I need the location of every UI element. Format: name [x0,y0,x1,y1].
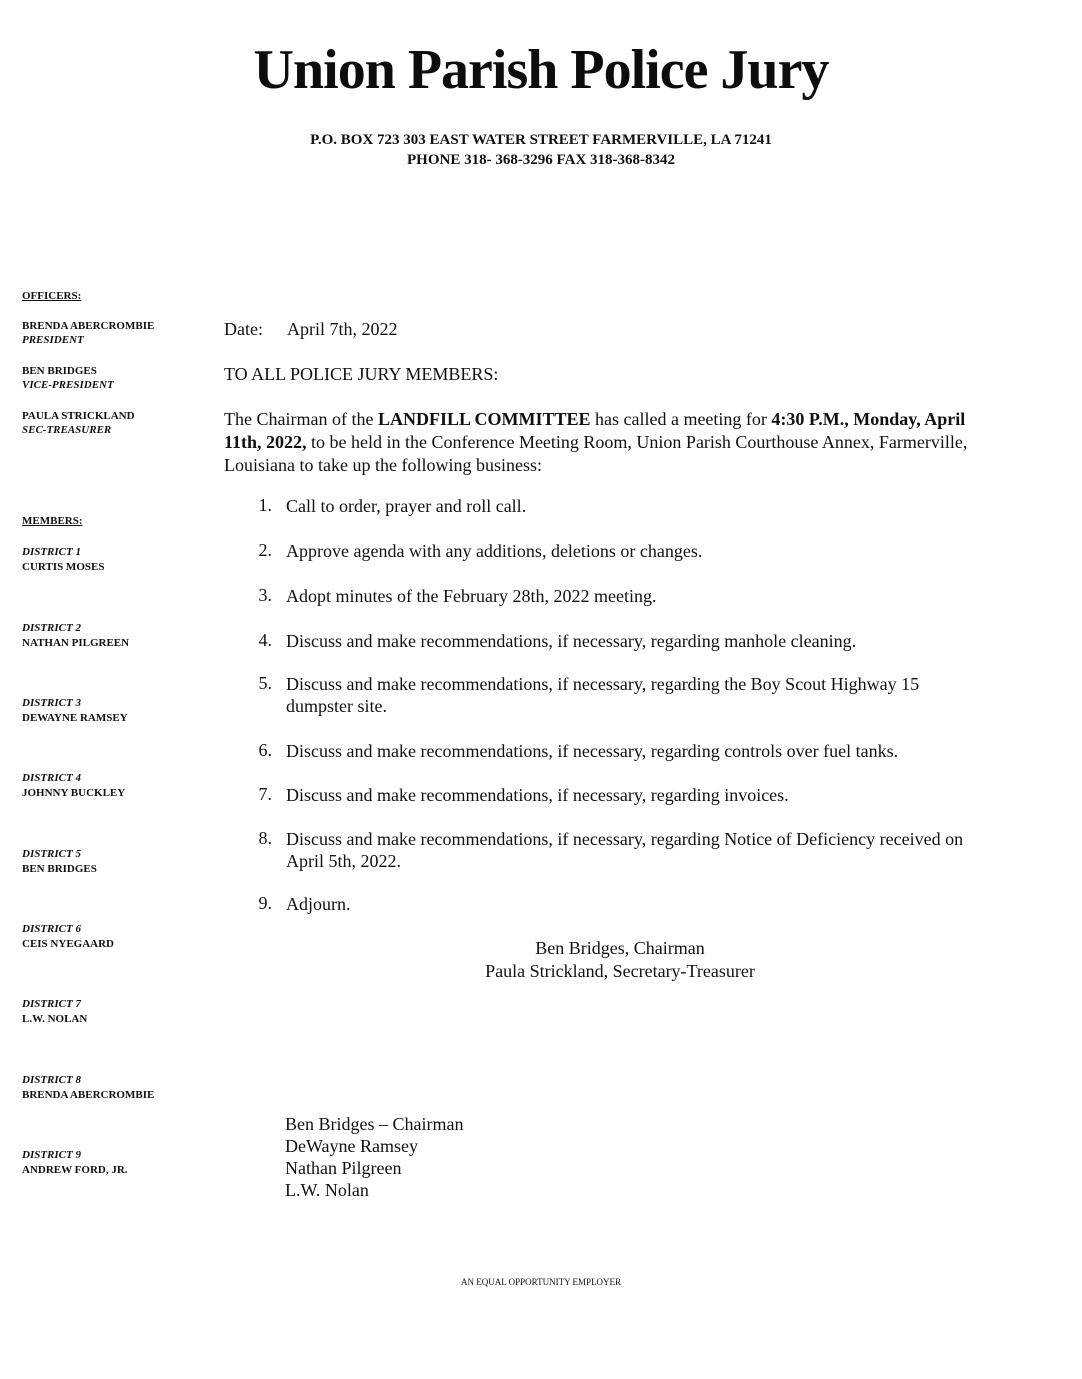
officer-name: BRENDA ABERCROMBIE [22,320,155,332]
agenda-number: 1. [258,495,272,515]
officer-role: PRESIDENT [22,334,84,346]
signature-secretary: Paula Strickland, Secretary-Treasurer [485,961,755,981]
meeting-notice [224,408,974,477]
member-name: ANDREW FORD, JR. [22,1164,128,1176]
agenda-item: Adjourn. [286,894,351,914]
salutation: TO ALL POLICE JURY MEMBERS: [224,364,499,384]
agenda-item: Discuss and make recommendations, if necessary, regarding manhole cleaning. [286,631,857,651]
member-district: DISTRICT 8 [22,1074,81,1086]
officer-name: PAULA STRICKLAND [22,410,135,422]
agenda-item: Call to order, prayer and roll call. [286,496,527,516]
agenda-item: Discuss and make recommendations, if necessary, regarding Notice of Deficiency received on April 5th, 2022. [286,829,964,871]
member-name: CURTIS MOSES [22,561,105,573]
member-district: DISTRICT 4 [22,772,81,784]
address-line: P.O. BOX 723 303 EAST WATER STREET FARMERVILLE, LA 71241 [310,132,772,148]
notice-text: has called a meeting for [590,409,772,429]
member-district: DISTRICT 5 [22,848,81,860]
meeting-date: Monday, April 11th, 2022, [224,409,966,452]
member-district: DISTRICT 2 [22,622,81,634]
members-heading: MEMBERS: [22,515,83,527]
agenda-number: 4. [258,630,272,650]
officer-name: BEN BRIDGES [22,365,97,377]
committee-member: DeWayne Ramsey [285,1136,419,1156]
agenda-number: 8. [258,828,272,848]
agenda-number: 7. [258,784,272,804]
member-district: DISTRICT 9 [22,1149,81,1161]
member-district: DISTRICT 3 [22,697,81,709]
agenda-item: Adopt minutes of the February 28th, 2022 meeting. [286,586,657,606]
officer-role: SEC-TREASURER [22,424,112,436]
date-label: Date: [224,319,263,339]
member-district: DISTRICT 6 [22,923,81,935]
date-value: April 7th, 2022 [287,319,398,339]
committee-member: L.W. Nolan [285,1180,369,1200]
committee-member: Ben Bridges – Chairman [285,1114,464,1134]
agenda-number: 6. [258,740,272,760]
agenda-item: Discuss and make recommendations, if necessary, regarding controls over fuel tanks. [286,741,899,761]
agenda-number: 9. [258,893,272,913]
phone-line: PHONE 318- 368-3296 FAX 318-368-8342 [406,152,676,168]
footer-note: AN EQUAL OPPORTUNITY EMPLOYER [460,1277,622,1287]
committee-name: LANDFILL COMMITTEE [377,409,591,429]
notice-text: to be held in the Conference Meeting Room, Union Parish Courthouse Annex, Farmerville, Louisiana to take up the following business: [224,432,968,475]
member-name: CEIS NYEGAARD [22,938,114,950]
member-name: JOHNNY BUCKLEY [22,787,126,799]
agenda-number: 2. [258,540,272,560]
member-name: NATHAN PILGREEN [22,637,130,649]
agenda-number: 5. [258,673,272,693]
member-name: L.W. NOLAN [22,1013,88,1025]
member-district: DISTRICT 1 [22,546,81,558]
agenda-item: Discuss and make recommendations, if necessary, regarding the Boy Scout Highway 15 dumpster site. [286,674,920,716]
meeting-time: 4:30 P.M., [771,409,849,429]
member-district: DISTRICT 7 [22,998,81,1010]
document-title: Union Parish Police Jury [253,39,829,101]
member-name: BRENDA ABERCROMBIE [22,1089,155,1101]
officer-role: VICE-PRESIDENT [22,379,114,391]
member-name: BEN BRIDGES [22,863,97,875]
committee-member: Nathan Pilgreen [285,1158,402,1178]
officers-heading: OFFICERS: [22,290,82,302]
agenda-number: 3. [258,585,272,605]
notice-text: The Chairman of the [224,409,378,429]
signature-chairman: Ben Bridges, Chairman [535,938,705,958]
agenda-item: Approve agenda with any additions, deletions or changes. [286,541,703,561]
agenda-item: Discuss and make recommendations, if necessary, regarding invoices. [286,785,789,805]
member-name: DEWAYNE RAMSEY [22,712,128,724]
